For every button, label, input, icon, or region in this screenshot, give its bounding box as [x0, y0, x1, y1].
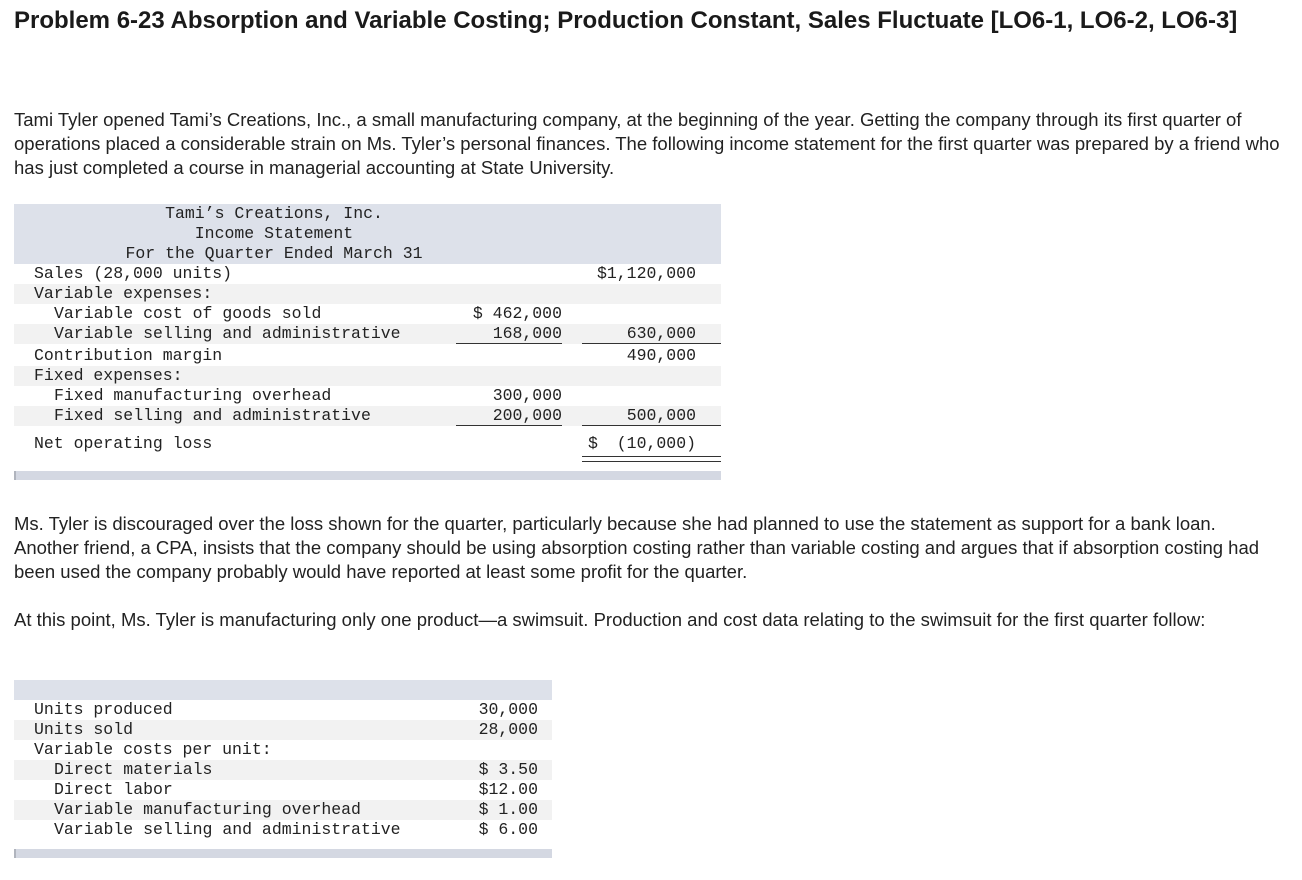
nol-dollar: $	[588, 434, 598, 453]
fixed-moh-label: Fixed manufacturing overhead	[54, 386, 332, 405]
row-fixed-expenses	[14, 366, 721, 386]
row-var-cogs	[14, 304, 721, 324]
intro-paragraph: Tami Tyler opened Tami’s Creations, Inc., a small manufacturing company, at the beginning of the year. Getting the company through its first quarter of operations placed a considerable strain on Ms. Tyler’s personal finances. The following income statement for the first quarter was prepared by a friend who has just completed a course in managerial accounting at State University.	[14, 109, 1280, 178]
table-footer-tick	[14, 849, 16, 858]
variable-moh-label: Variable manufacturing overhead	[54, 800, 361, 819]
direct-materials-label: Direct materials	[54, 760, 213, 779]
income-statement-table	[14, 204, 721, 480]
row-units-sold	[14, 720, 552, 740]
sales-label: Sales (28,000 units)	[34, 264, 233, 283]
table-footer-bar	[14, 849, 552, 858]
fixed-sga-label: Fixed selling and administrative	[54, 406, 371, 425]
double-underline	[582, 456, 721, 462]
statement-name: Income Statement	[194, 224, 354, 243]
company-name: Tami’s Creations, Inc.	[165, 204, 383, 223]
units-produced-label: Units produced	[34, 700, 173, 719]
units-sold-value: 28,000	[478, 720, 538, 739]
row-fixed-sga	[14, 406, 721, 426]
fixed-expenses-label: Fixed expenses:	[34, 366, 183, 385]
production-table-header	[14, 680, 552, 700]
direct-materials-value: $ 3.50	[478, 760, 538, 779]
table-footer-bar	[14, 471, 721, 480]
row-var-sga	[14, 324, 721, 344]
fixed-sga-value: 200,000	[492, 406, 562, 425]
sales-value: $1,120,000	[596, 264, 696, 283]
variable-moh-value: $ 1.00	[478, 800, 538, 819]
underline	[456, 343, 562, 344]
row-fixed-moh	[14, 386, 721, 406]
units-sold-label: Units sold	[34, 720, 134, 739]
row-variable-costs	[14, 740, 552, 760]
cm-label: Contribution margin	[34, 346, 223, 365]
fixed-total-value: 500,000	[626, 406, 696, 425]
row-sales	[14, 264, 721, 284]
problem-title: Problem 6-23 Absorption and Variable Costing; Production Constant, Sales Fluctuate [LO6-1, LO6-2, LO6-3]	[14, 7, 1238, 34]
variable-sga-value: $ 6.00	[478, 820, 538, 839]
direct-labor-value: $12.00	[478, 780, 538, 799]
row-direct-labor	[14, 780, 552, 800]
production-paragraph: At this point, Ms. Tyler is manufacturing only one product—a swimsuit. Production and cost data relating to the swimsuit for the first quarter follow:	[14, 609, 1206, 630]
row-units-produced	[14, 700, 552, 720]
fixed-moh-value: 300,000	[492, 386, 562, 405]
row-variable-moh	[14, 800, 552, 820]
var-cogs-value: $ 462,000	[472, 304, 562, 323]
discussion-paragraph: Ms. Tyler is discouraged over the loss shown for the quarter, particularly because she had planned to use the statement as support for a bank loan. Another friend, a CPA, insists that the company should be using absorption costing rather than variable costing and argues that if absorption costing had been used the company probably would have reported at least some profit for the quarter.	[14, 513, 1260, 582]
row-net-operating-loss	[14, 434, 721, 454]
nol-value: (10,000)	[616, 434, 696, 453]
variable-expenses-label: Variable expenses:	[34, 284, 213, 303]
var-cogs-label: Variable cost of goods sold	[54, 304, 322, 323]
units-produced-value: 30,000	[478, 700, 538, 719]
statement-header	[14, 204, 721, 264]
var-sga-label: Variable selling and administrative	[54, 324, 401, 343]
var-sga-value: 168,000	[492, 324, 562, 343]
underline	[582, 425, 721, 426]
variable-costs-label: Variable costs per unit:	[34, 740, 272, 759]
var-total-value: 630,000	[626, 324, 696, 343]
variable-sga-label: Variable selling and administrative	[54, 820, 401, 839]
production-data-table	[14, 680, 552, 860]
table-footer-tick	[14, 471, 16, 480]
underline	[456, 425, 562, 426]
underline	[582, 343, 721, 344]
direct-labor-label: Direct labor	[54, 780, 173, 799]
nol-label: Net operating loss	[34, 434, 213, 453]
row-direct-materials	[14, 760, 552, 780]
row-contribution-margin	[14, 346, 721, 366]
row-variable-expenses	[14, 284, 721, 304]
cm-value: 490,000	[626, 346, 696, 365]
row-variable-sga	[14, 820, 552, 840]
statement-period: For the Quarter Ended March 31	[125, 244, 423, 263]
